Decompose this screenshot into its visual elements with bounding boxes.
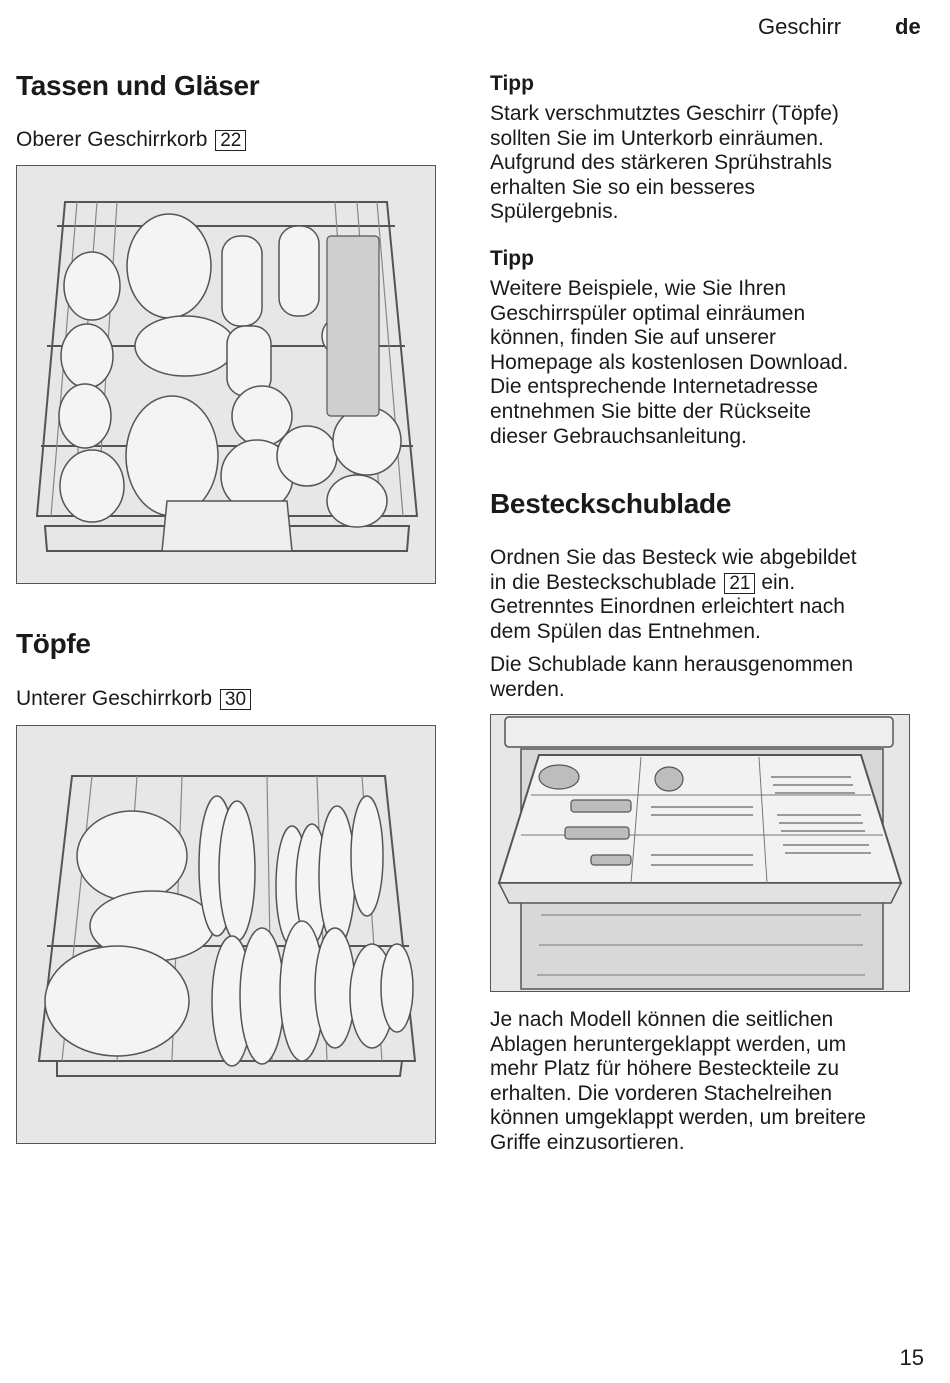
tip1-label: Tipp [490, 72, 534, 95]
cutlery-drawer-illustration [491, 715, 909, 991]
upper-basket-figure [16, 165, 436, 584]
tip2-line: Geschirrspüler optimal einräumen [490, 301, 806, 325]
cutlery-note-line: werden. [490, 677, 565, 701]
cups-heading: Tassen und Gläser [16, 70, 260, 101]
cutlery-intro-line: dem Spülen das Entnehmen. [490, 619, 761, 643]
tip1-line: erhalten Sie so ein besseres [490, 175, 755, 199]
pots-subtitle-text: Unterer Geschirrkorb [16, 687, 213, 710]
tip1-line: Aufgrund des stärkeren Sprühstrahls [490, 151, 833, 175]
tip2-line: Die entsprechende Internetadresse [490, 375, 819, 399]
tip2-line: dieser Gebrauchsanleitung. [490, 424, 747, 448]
page-number: 15 [899, 1345, 924, 1370]
cutlery-intro-line [490, 571, 857, 596]
cutlery-intro-line: Getrenntes Einordnen erleichtert nach [490, 595, 845, 619]
cutlery-heading: Besteckschublade [490, 488, 732, 519]
lower-basket-figure [16, 725, 436, 1144]
cutlery-intro-text: in die Besteckschublade [490, 570, 717, 594]
tip2-line: Homepage als kostenlosen Download. [490, 350, 849, 374]
cutlery-note-line: Die Schublade kann herausgenommen [490, 653, 854, 676]
tip2-text [490, 277, 848, 449]
pots-ref-box: 30 [220, 689, 251, 710]
tip2-line: Weitere Beispiele, wie Sie Ihren [490, 277, 787, 300]
cutlery-fold-note [490, 1008, 866, 1156]
cutlery-fold-line: Ablagen heruntergeklappt werden, um [490, 1032, 847, 1056]
tip1-line: Spülergebnis. [490, 200, 619, 224]
cutlery-intro-text-end: ein. [761, 570, 796, 594]
cutlery-intro [490, 546, 857, 644]
tip1-line: Stark verschmutztes Geschirr (Töpfe) [490, 102, 839, 125]
header-language: de [895, 14, 921, 39]
tip2-label: Tipp [490, 247, 534, 270]
cutlery-intro-line: Ordnen Sie das Besteck wie abgebildet [490, 546, 857, 569]
cups-ref-box: 22 [215, 130, 246, 151]
tip1-line: sollten Sie im Unterkorb einräumen. [490, 126, 824, 150]
cutlery-drawer-figure [490, 714, 910, 992]
cups-subtitle [16, 128, 246, 152]
pots-heading: Töpfe [16, 628, 91, 659]
cutlery-fold-line: Griffe einzusortieren. [490, 1130, 685, 1154]
cutlery-fold-line: mehr Platz für höhere Besteckteile zu [490, 1057, 840, 1081]
cutlery-fold-line: erhalten. Die vorderen Stachelreihen [490, 1081, 833, 1105]
upper-basket-illustration [17, 166, 435, 583]
cups-subtitle-text: Oberer Geschirrkorb [16, 128, 208, 151]
tip1-text [490, 102, 839, 225]
tip2-line: können, finden Sie auf unserer [490, 326, 777, 350]
cutlery-fold-line: können umgeklappt werden, um breitere [490, 1106, 866, 1130]
pots-subtitle [16, 687, 251, 711]
cutlery-removable-note [490, 653, 853, 702]
lower-basket-illustration [17, 726, 435, 1143]
tip2-line: entnehmen Sie bitte der Rückseite [490, 399, 812, 423]
cutlery-fold-line: Je nach Modell können die seitlichen [490, 1008, 834, 1031]
header-section: Geschirr [758, 14, 842, 39]
cutlery-ref-box: 21 [724, 573, 755, 594]
